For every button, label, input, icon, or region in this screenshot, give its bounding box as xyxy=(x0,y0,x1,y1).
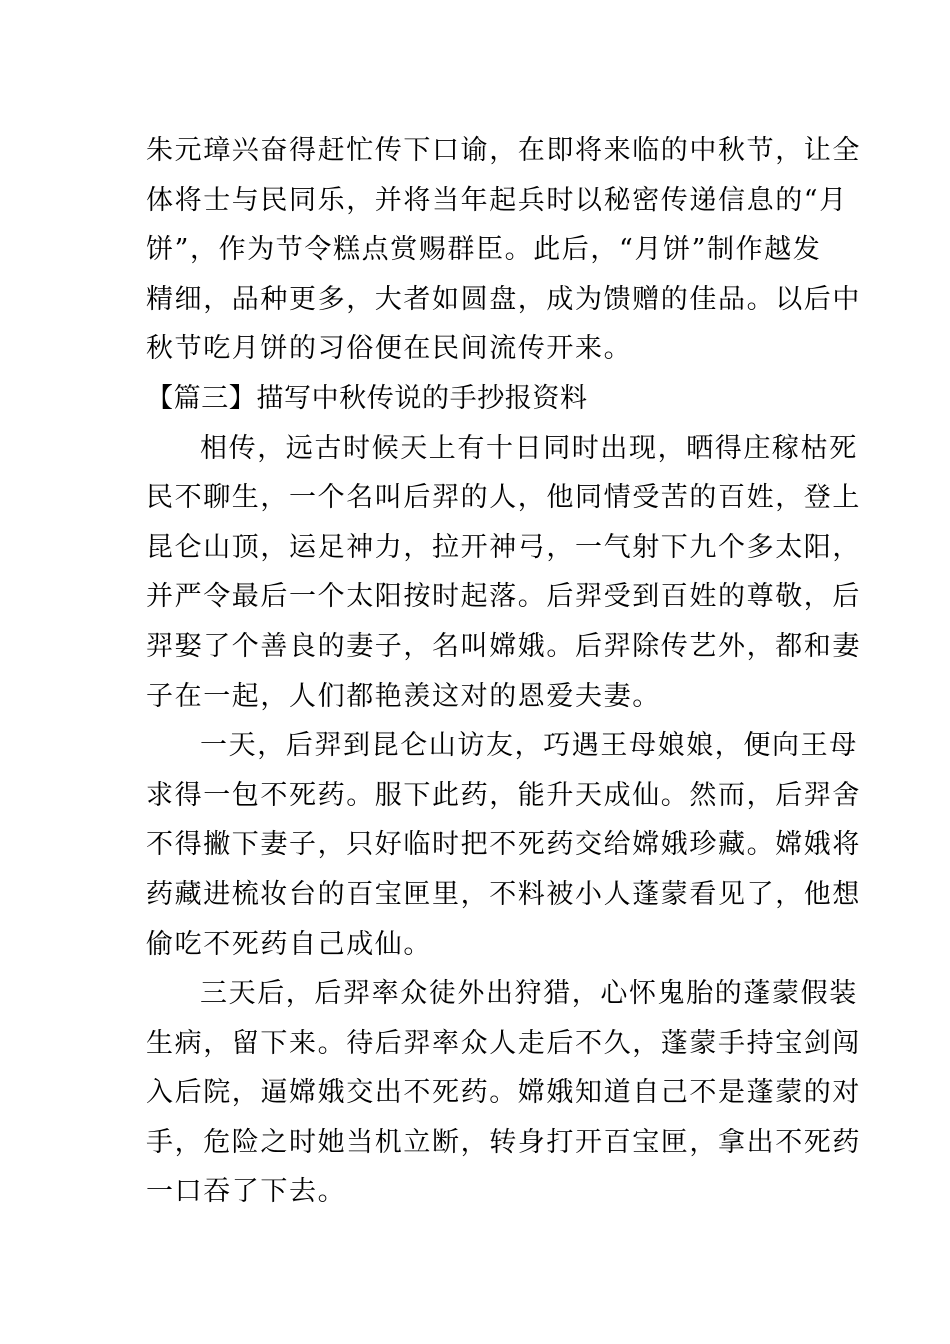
text-line: 子在一起，人们都艳羡这对的恩爱夫妻。 xyxy=(146,680,661,712)
text-line: 秋节吃月饼的习俗便在民间流传开来。 xyxy=(146,333,633,365)
section-heading xyxy=(146,374,806,424)
text-line: 相传，远古时候天上有十日同时出现，晒得庄稼枯死 xyxy=(200,432,858,464)
text-line: 羿娶了个善良的妻子，名叫嫦娥。后羿除传艺外，都和妻 xyxy=(146,630,861,662)
section-heading-text: 【篇三】描写中秋传说的手抄报资料 xyxy=(146,382,588,414)
text-line: 一口吞了下去。 xyxy=(146,1176,347,1208)
paragraph-continuation xyxy=(146,126,861,374)
text-line: 朱元璋兴奋得赶忙传下口谕，在即将来临的中秋节，让全 xyxy=(146,135,861,166)
paragraph-legend-intro xyxy=(146,424,861,722)
text-line: 并严令最后一个太阳按时起落。后羿受到百姓的尊敬，后 xyxy=(146,581,861,613)
paragraph-elixir xyxy=(146,721,861,969)
text-line: 饼”，作为节令糕点赏赐群臣。此后，“月饼”制作越发 xyxy=(146,234,822,266)
text-line: 药藏进梳妆台的百宝匣里，不料被小人蓬蒙看见了，他想 xyxy=(146,878,861,910)
text-line: 偷吃不死药自己成仙。 xyxy=(146,928,432,960)
text-line: 三天后，后羿率众徒外出狩猎，心怀鬼胎的蓬蒙假装 xyxy=(200,978,858,1010)
text-line: 一天，后羿到昆仑山访友，巧遇王母娘娘，便向王母 xyxy=(200,730,858,762)
text-line: 体将士与民同乐，并将当年起兵时以秘密传递信息的“月 xyxy=(146,184,848,216)
text-line: 不得撇下妻子，只好临时把不死药交给嫦娥珍藏。嫦娥将 xyxy=(146,829,861,861)
paragraph-three-days-later xyxy=(146,969,861,1217)
text-line: 精细，品种更多，大者如圆盘，成为馈赠的佳品。以后中 xyxy=(146,283,861,315)
text-line: 民不聊生，一个名叫后羿的人，他同情受苦的百姓，登上 xyxy=(146,482,861,514)
text-line: 手，危险之时她当机立断，转身打开百宝匣，拿出不死药 xyxy=(146,1126,861,1158)
text-line: 生病，留下来。待后羿率众人走后不久，蓬蒙手持宝剑闯 xyxy=(146,1027,861,1059)
text-line: 昆仑山顶，运足神力，拉开神弓，一气射下九个多太阳， xyxy=(146,531,861,563)
text-line: 入后院，逼嫦娥交出不死药。嫦娥知道自己不是蓬蒙的对 xyxy=(146,1077,861,1109)
text-line: 求得一包不死药。服下此药，能升天成仙。然而，后羿舍 xyxy=(146,779,861,811)
document-page xyxy=(146,126,861,1217)
